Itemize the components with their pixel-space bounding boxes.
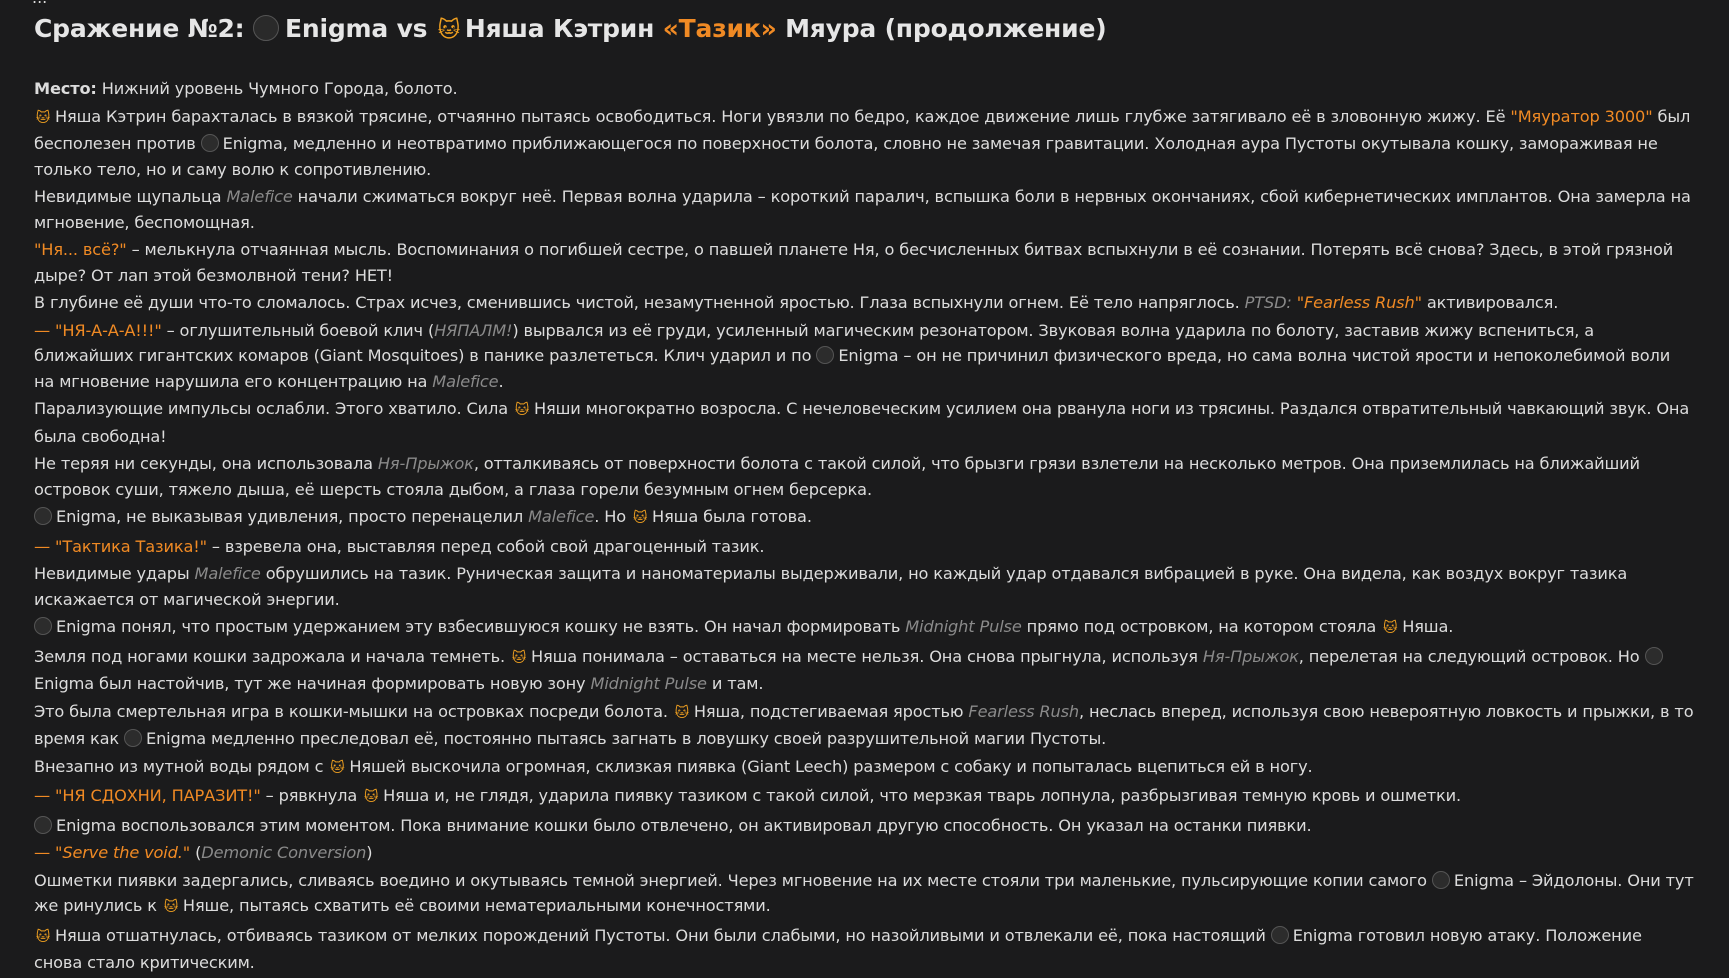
paragraph: Внезапно из мутной воды рядом с 🐱 Няшей выскочила огромная, склизкая пиявка (Giant Leech) размером с собаку и попыталась вцепиться ей в ногу. <box>34 754 1694 782</box>
place-line: Место: Нижний уровень Чумного Города, болото. <box>34 79 458 98</box>
enigma-icon <box>34 617 52 635</box>
paragraph: 🐱 Няша Кэтрин барахталась в вязкой трясине, отчаянно пытаясь освободиться. Ноги увязли по бедро, каждое движение лишь глубже затягивало её в зловонную жижу. Её "Мяуратор 3000" был бесполезен против Enigma, медленно и неотвратимо приближающегося по поверхности болота, словно не замечая гравитации. Холодная аура Пустоты окутывала кошку, замораживая не только тело, но и саму волю к сопротивлению. <box>34 106 1691 179</box>
cat-face-icon: 🐱 <box>674 704 690 721</box>
cat-face-icon: 🐱 <box>1382 620 1398 636</box>
paragraph: Не теряя ни секунды, она использовала Ня-Прыжок, отталкиваясь от поверхности болота с такой силой, что брызги грязи взлетели на несколько метров. Она приземлилась на ближайший островок суши, тяжело дыша, её шерсть стояла дыбом, а глаза горели безумным огнем берсерка. <box>34 454 1640 499</box>
paragraph: Парализующие импульсы ослабли. Этого хватило. Сила 🐱 Няши многократно возросла. С нечеловеческим усилием она рванула ноги из трясины. Раздался отвратительный чавкающий звук. Она была свободна! <box>34 399 1690 446</box>
cat-face-icon: 🐱 <box>632 510 648 526</box>
paragraph: Ошметки пиявки задергались, сливаясь воедино и окутываясь темной энергией. Через мгновение на их месте стояли три маленькие, пульсирующие копии самого Enigma – Эйдолоны. Они тут же ринулись к 🐱 Няше, пытаясь схватить её своими нематериальными конечностями. <box>34 868 1694 921</box>
enigma-icon <box>34 507 52 525</box>
paragraph: Enigma понял, что простым удержанием эту взбесившуюся кошку не взять. Он начал формировать Midnight Pulse прямо под островком, на котором стояла 🐱 Няша. <box>34 614 1694 642</box>
enigma-icon <box>201 134 219 152</box>
paragraph: Enigma воспользовался этим моментом. Пока внимание кошки было отвлечено, он активировал другую способность. Он указал на останки пиявки. <box>34 813 1694 839</box>
cat-face-icon: 🐱 <box>514 402 530 418</box>
enigma-icon <box>1645 647 1663 665</box>
page-title: Сражение №2: Enigma vs 🐱 Няша Кэтрин «Тазик» Мяура (продолжение) <box>34 10 1694 50</box>
paragraph: — "Serve the void." (Demonic Conversion) <box>34 843 373 862</box>
cat-face-icon: 🐱 <box>511 649 527 666</box>
enigma-icon <box>253 15 279 41</box>
paragraph: Невидимые щупальца Malefice начали сжиматься вокруг неё. Первая волна ударила – короткий паралич, вспышка боли в нервных окончаниях, сбой кибернетических имплантов. Она замерла на мгновение, беспомощная. <box>34 187 1691 232</box>
paragraph: Enigma, не выказывая удивления, просто перенацелил Malefice. Но 🐱 Няша была готова. <box>34 504 1694 532</box>
enigma-icon <box>34 816 52 834</box>
enigma-icon <box>1271 926 1289 944</box>
cat-face-icon: 🐱 <box>35 928 51 945</box>
paragraph: 🐱 Няша отшатнулась, отбиваясь тазиком от мелких порождений Пустоты. Они были слабыми, но назойливыми и отвлекали её, пока настоящий Enigma готовил новую атаку. Положение снова стало критическим. <box>34 925 1642 972</box>
paragraph: — "НЯ-А-А-А!!!" – оглушительный боевой клич (НЯПАЛМ!) вырвался из её груди, усиленный магическим резонатором. Звуковая волна ударила по болоту, заставив жижу вспениться, а ближайших гигантских комаров (Giant Mosquitoes) в панике разлететься. Клич ударил и по Enigma – он не причинил физического вреда, но сама волна чистой ярости и непоколебимой воли на мгновение нарушила его концентрацию на Malefice. <box>34 320 1671 391</box>
cut-off-previous-line <box>0 0 1729 6</box>
cat-face-icon: 🐱 <box>363 789 379 805</box>
cat-face-icon: 🐱 <box>330 759 345 776</box>
enigma-icon <box>124 729 142 747</box>
cat-face-icon: 🐱 <box>437 18 461 43</box>
paragraph: Невидимые удары Malefice обрушились на тазик. Руническая защита и наноматериалы выдерживали, но каждый удар отдавался вибрацией в руке. Она видела, как воздух вокруг тазика искажается от магической энергии. <box>34 564 1628 609</box>
cat-face-icon: 🐱 <box>163 899 179 915</box>
enigma-icon <box>1432 871 1450 889</box>
paragraph: В глубине её души что-то сломалось. Страх исчез, сменившись чистой, незамутненной яростью. Глаза вспыхнули огнем. Её тело напряглось. PTSD: "Fearless Rush" активировался. <box>34 293 1559 312</box>
enigma-icon <box>816 346 834 364</box>
paragraph: Это была смертельная игра в кошки-мышки на островках посреди болота. 🐱 Няша, подстегиваемая яростью Fearless Rush, неслась вперед, используя свою невероятную ловкость и прыжки, в то время как Enigma медленно преследовал её, постоянно пытаясь загнать в ловушку своей разрушительной магии Пустоты. <box>34 701 1694 748</box>
paragraph: "Ня... всё?" – мелькнула отчаянная мысль. Воспоминания о погибшей сестре, о павшей планете Ня, о бесчисленных битвах вспыхнули в её сознании. Потерять всё снова? Здесь, в этой грязной дыре? От лап этой безмолвной тени? НЕТ! <box>34 240 1674 285</box>
paragraph: — "Тактика Тазика!" – взревела она, выставляя перед собой свой драгоценный тазик. <box>34 536 765 556</box>
paragraph: — "НЯ СДОХНИ, ПАРАЗИТ!" – рявкнула 🐱 Няша и, не глядя, ударила пиявку тазиком с такой силой, что мерзкая тварь лопнула, разбрызгивая темную кровь и ошметки. <box>34 783 1694 811</box>
message-content <box>34 10 1694 978</box>
paragraph: Земля под ногами кошки задрожала и начала темнеть. 🐱 Няша понимала – оставаться на месте нельзя. Она снова прыгнула, используя Ня-Прыжок, перелетая на следующий островок. Но Enigma был настойчив, тут же начиная формировать новую зону Midnight Pulse и там. <box>34 644 1694 697</box>
cat-face-icon: 🐱 <box>35 109 51 126</box>
